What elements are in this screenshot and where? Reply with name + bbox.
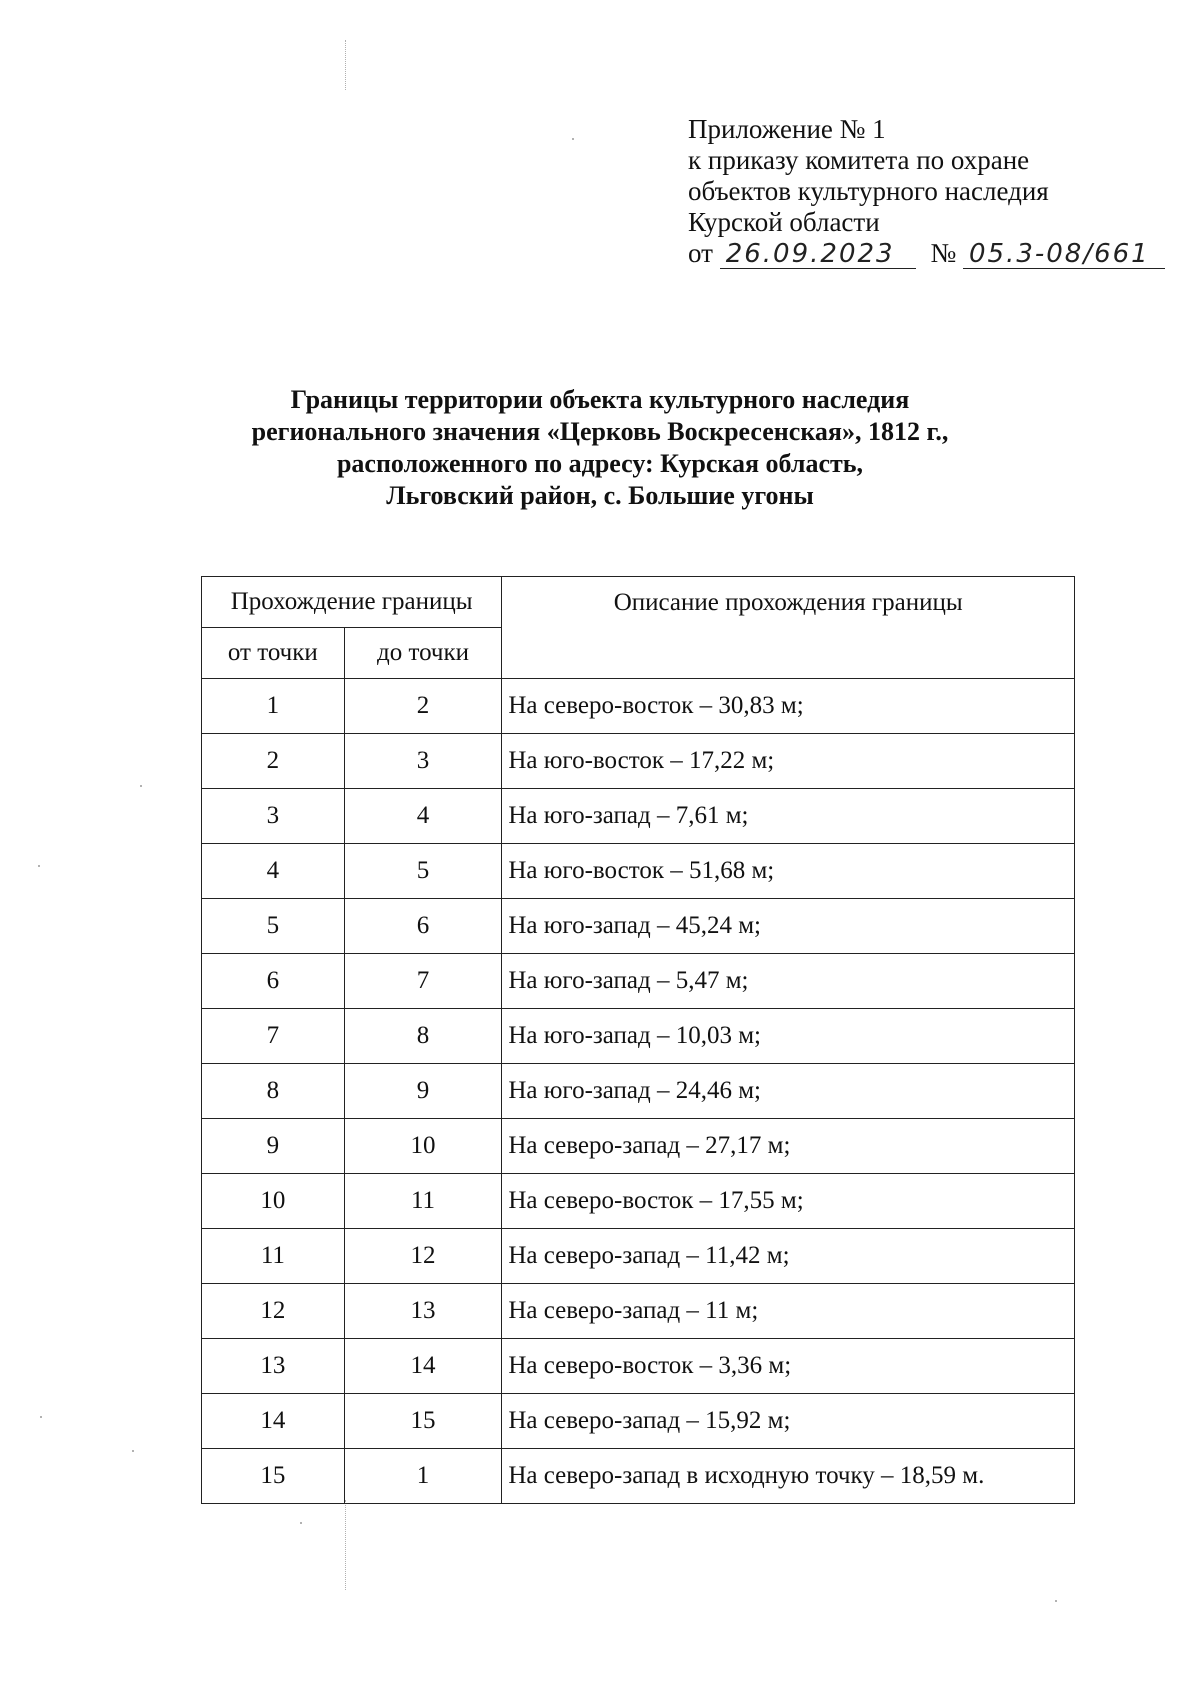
attachment-block	[688, 114, 1165, 269]
scan-speck	[132, 1450, 134, 1452]
attachment-line-2: к приказу комитета по охране	[688, 145, 1030, 175]
description-cell: На юго-восток – 17,22 м;	[502, 734, 1075, 789]
scan-artifact	[345, 40, 347, 90]
table-row	[202, 954, 1075, 1009]
header-to-point: до точки	[344, 628, 502, 679]
scan-speck	[40, 1416, 42, 1418]
header-description: Описание прохождения границы	[502, 577, 1075, 679]
to-point-cell: 5	[344, 844, 502, 899]
from-point-cell: 14	[202, 1394, 345, 1449]
description-cell: На юго-восток – 51,68 м;	[502, 844, 1075, 899]
from-point-cell: 9	[202, 1119, 345, 1174]
order-date: 26.09.2023	[720, 240, 916, 269]
title-line-2: регионального значения «Церковь Воскресенская», 1812 г.,	[251, 417, 949, 446]
from-point-cell: 13	[202, 1339, 345, 1394]
description-cell: На юго-запад – 5,47 м;	[502, 954, 1075, 1009]
to-point-cell: 7	[344, 954, 502, 1009]
to-point-cell: 4	[344, 789, 502, 844]
table-row	[202, 789, 1075, 844]
from-point-cell: 15	[202, 1449, 345, 1504]
description-cell: На северо-запад – 15,92 м;	[502, 1394, 1075, 1449]
scan-speck	[300, 1522, 302, 1524]
from-point-cell: 12	[202, 1284, 345, 1339]
table-row	[202, 844, 1075, 899]
description-cell: На юго-запад – 7,61 м;	[502, 789, 1075, 844]
from-point-cell: 1	[202, 679, 345, 734]
boundary-table	[201, 576, 1075, 1504]
to-point-cell: 6	[344, 899, 502, 954]
to-point-cell: 12	[344, 1229, 502, 1284]
description-cell: На северо-запад – 11,42 м;	[502, 1229, 1075, 1284]
description-cell: На северо-запад – 27,17 м;	[502, 1119, 1075, 1174]
attachment-line-4: Курской области	[688, 207, 880, 237]
from-point-cell: 6	[202, 954, 345, 1009]
header-from-point: от точки	[202, 628, 345, 679]
title-line-4: Льговский район, с. Большие угоны	[386, 481, 814, 510]
to-point-cell: 1	[344, 1449, 502, 1504]
from-point-cell: 3	[202, 789, 345, 844]
from-point-cell: 7	[202, 1009, 345, 1064]
from-point-cell: 10	[202, 1174, 345, 1229]
table-row	[202, 1339, 1075, 1394]
document-title	[150, 384, 1050, 512]
attachment-line-1: Приложение № 1	[688, 114, 886, 144]
description-cell: На северо-восток – 3,36 м;	[502, 1339, 1075, 1394]
table-row	[202, 1394, 1075, 1449]
attachment-line-3: объектов культурного наследия	[688, 176, 1049, 206]
to-point-cell: 13	[344, 1284, 502, 1339]
table-row	[202, 1449, 1075, 1504]
from-point-cell: 11	[202, 1229, 345, 1284]
description-cell: На северо-запад – 11 м;	[502, 1284, 1075, 1339]
scan-speck	[1055, 1600, 1057, 1602]
description-cell: На юго-запад – 10,03 м;	[502, 1009, 1075, 1064]
description-cell: На северо-восток – 17,55 м;	[502, 1174, 1075, 1229]
to-point-cell: 14	[344, 1339, 502, 1394]
table-row	[202, 1009, 1075, 1064]
to-point-cell: 9	[344, 1064, 502, 1119]
table-row	[202, 1064, 1075, 1119]
scan-speck	[38, 865, 40, 867]
description-cell: На юго-запад – 24,46 м;	[502, 1064, 1075, 1119]
table-row	[202, 679, 1075, 734]
from-point-cell: 8	[202, 1064, 345, 1119]
description-cell: На северо-восток – 30,83 м;	[502, 679, 1075, 734]
from-point-cell: 2	[202, 734, 345, 789]
table-row	[202, 1174, 1075, 1229]
to-point-cell: 3	[344, 734, 502, 789]
from-point-cell: 4	[202, 844, 345, 899]
scan-speck	[140, 785, 142, 787]
table-row	[202, 1229, 1075, 1284]
from-point-cell: 5	[202, 899, 345, 954]
description-cell: На северо-запад в исходную точку – 18,59 м.	[502, 1449, 1075, 1504]
number-prefix: №	[930, 238, 957, 268]
description-cell: На юго-запад – 45,24 м;	[502, 899, 1075, 954]
to-point-cell: 2	[344, 679, 502, 734]
scan-artifact	[345, 1500, 347, 1590]
table-row	[202, 1284, 1075, 1339]
table-row	[202, 734, 1075, 789]
order-number: 05.3-08/661	[963, 240, 1165, 269]
table-row	[202, 1119, 1075, 1174]
to-point-cell: 15	[344, 1394, 502, 1449]
title-line-3: расположенного по адресу: Курская область,	[336, 449, 864, 478]
to-point-cell: 8	[344, 1009, 502, 1064]
table-row	[202, 899, 1075, 954]
order-reference	[688, 238, 1165, 269]
title-line-1: Границы территории объекта культурного наследия	[290, 385, 910, 414]
scan-speck	[572, 138, 574, 140]
date-prefix: от	[688, 238, 713, 268]
to-point-cell: 11	[344, 1174, 502, 1229]
header-boundary-passage: Прохождение границы	[202, 577, 502, 628]
to-point-cell: 10	[344, 1119, 502, 1174]
